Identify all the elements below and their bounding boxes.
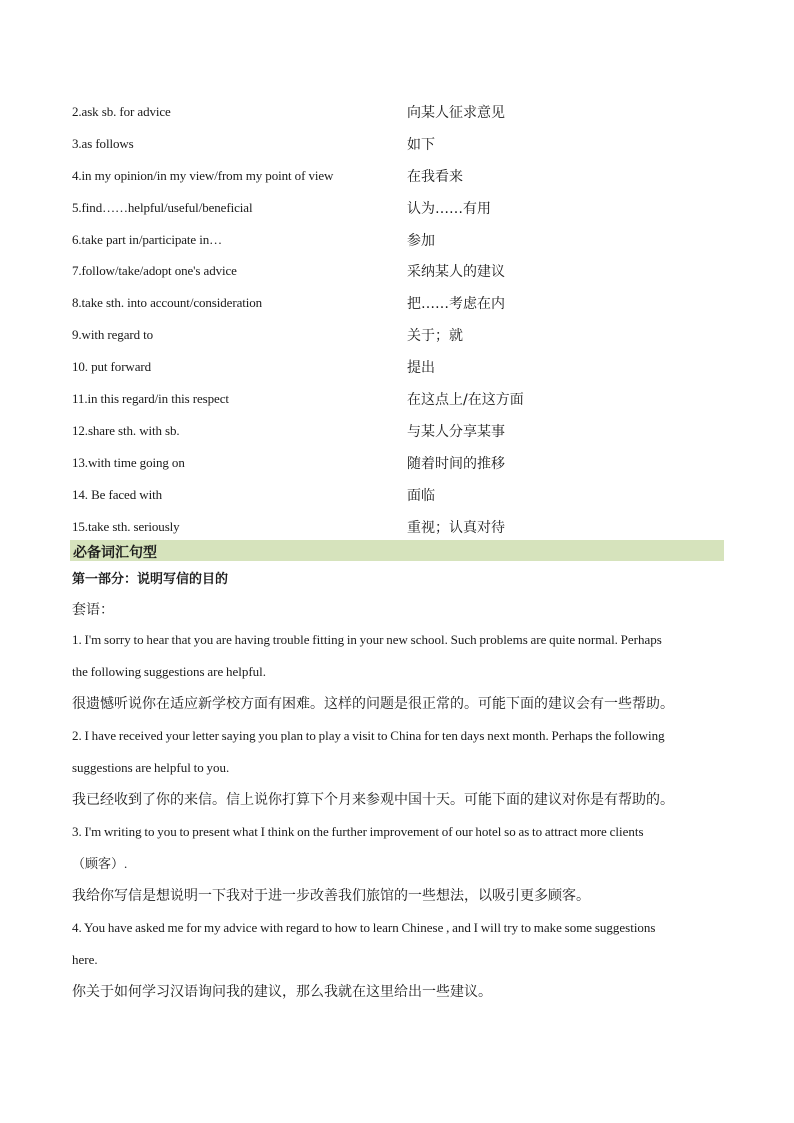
phrase-english: 5.find……helpful/useful/beneficial <box>72 199 253 215</box>
phrase-row <box>72 351 724 383</box>
phrase-chinese: 如下 <box>407 136 435 153</box>
phrase-english: 12.share sth. with sb. <box>72 422 180 438</box>
example-sentences <box>72 624 724 1008</box>
phrase-english: 6.take part in/participate in… <box>72 231 223 247</box>
phrase-chinese: 把……考虑在内 <box>407 296 505 313</box>
sentence-english-line: 3. I'm writing to you to present what I think on the further improvement of our hotel so as to attract more clients <box>72 824 644 839</box>
phrase-row <box>72 287 724 319</box>
phrase-english: 3.as follows <box>72 135 134 151</box>
phrase-chinese: 面临 <box>407 487 435 504</box>
phrase-row <box>72 479 724 511</box>
phrase-chinese: 随着时间的推移 <box>407 455 505 472</box>
phrase-english: 7.follow/take/adopt one's advice <box>72 263 237 279</box>
phrase-english: 14. Be faced with <box>72 486 162 502</box>
phrase-chinese: 向某人征求意见 <box>407 104 505 121</box>
phrase-english: 15.take sth. seriously <box>72 518 180 534</box>
phrase-chinese: 关于；就 <box>407 328 463 345</box>
phrase-english: 4.in my opinion/in my view/from my point of view <box>72 167 334 183</box>
phrase-chinese: 提出 <box>407 360 435 377</box>
sentence-english-line: here. <box>72 952 98 967</box>
sentence-chinese: 很遗憾听说你在适应新学校方面有困难。这样的问题是很正常的。可能下面的建议会有一些帮助。 <box>72 696 674 712</box>
phrase-chinese: 与某人分享某事 <box>407 423 505 440</box>
phrase-row <box>72 415 724 447</box>
phrase-row <box>72 128 724 160</box>
phrase-row <box>72 383 724 415</box>
phrase-chinese: 参加 <box>407 232 435 249</box>
phrase-english: 13.with time going on <box>72 454 185 470</box>
phrase-english: 2.ask sb. for advice <box>72 103 171 119</box>
phrase-row <box>72 192 724 224</box>
phrase-row <box>72 511 724 543</box>
part-title: 第一部分：说明写信的目的 <box>72 572 229 587</box>
phrase-chinese: 在这点上/在这方面 <box>407 391 524 408</box>
sentence-english-line: suggestions are helpful to you. <box>72 760 230 775</box>
phrase-english: 9.with regard to <box>72 327 154 343</box>
phrase-row <box>72 160 724 192</box>
phrase-english: 11.in this regard/in this respect <box>72 390 229 406</box>
phrase-row <box>72 255 724 287</box>
section-header-bar <box>70 540 724 561</box>
phrase-english: 8.take sth. into account/consideration <box>72 295 263 311</box>
sentence-english-line: 1. I'm sorry to hear that you are having trouble fitting in your new school. Such problems are quite normal. Perhaps <box>72 632 662 647</box>
set-phrases-label: 套语： <box>72 602 114 618</box>
sentence-chinese: 我已经收到了你的来信。信上说你打算下个月来参观中国十天。可能下面的建议对你是有帮助的。 <box>72 792 674 808</box>
phrase-row <box>72 447 724 479</box>
sentence-english-line: 2. I have received your letter saying you plan to play a visit to China for ten days next month. Perhaps the following <box>72 728 665 743</box>
sentence-english-line: the following suggestions are helpful. <box>72 664 267 679</box>
phrase-table <box>72 96 724 542</box>
sentence-english-line: 4. You have asked me for my advice with regard to how to learn Chinese , and I will try to make some suggestions <box>72 920 656 935</box>
phrase-chinese: 在我看来 <box>407 168 463 185</box>
phrase-english: 10. put forward <box>72 359 152 375</box>
sentence-english-line: （顾客）. <box>72 856 128 871</box>
section-title: 必备词汇句型 <box>73 545 157 561</box>
sentence-chinese: 我给你写信是想说明一下我对于进一步改善我们旅馆的一些想法，以吸引更多顾客。 <box>72 888 590 904</box>
phrase-chinese: 采纳某人的建议 <box>407 264 505 281</box>
phrase-chinese: 重视；认真对待 <box>407 519 505 536</box>
phrase-chinese: 认为……有用 <box>407 200 491 217</box>
phrase-row <box>72 96 724 128</box>
phrase-row <box>72 224 724 256</box>
phrase-row <box>72 319 724 351</box>
sentence-chinese: 你关于如何学习汉语询问我的建议，那么我就在这里给出一些建议。 <box>72 984 492 1000</box>
